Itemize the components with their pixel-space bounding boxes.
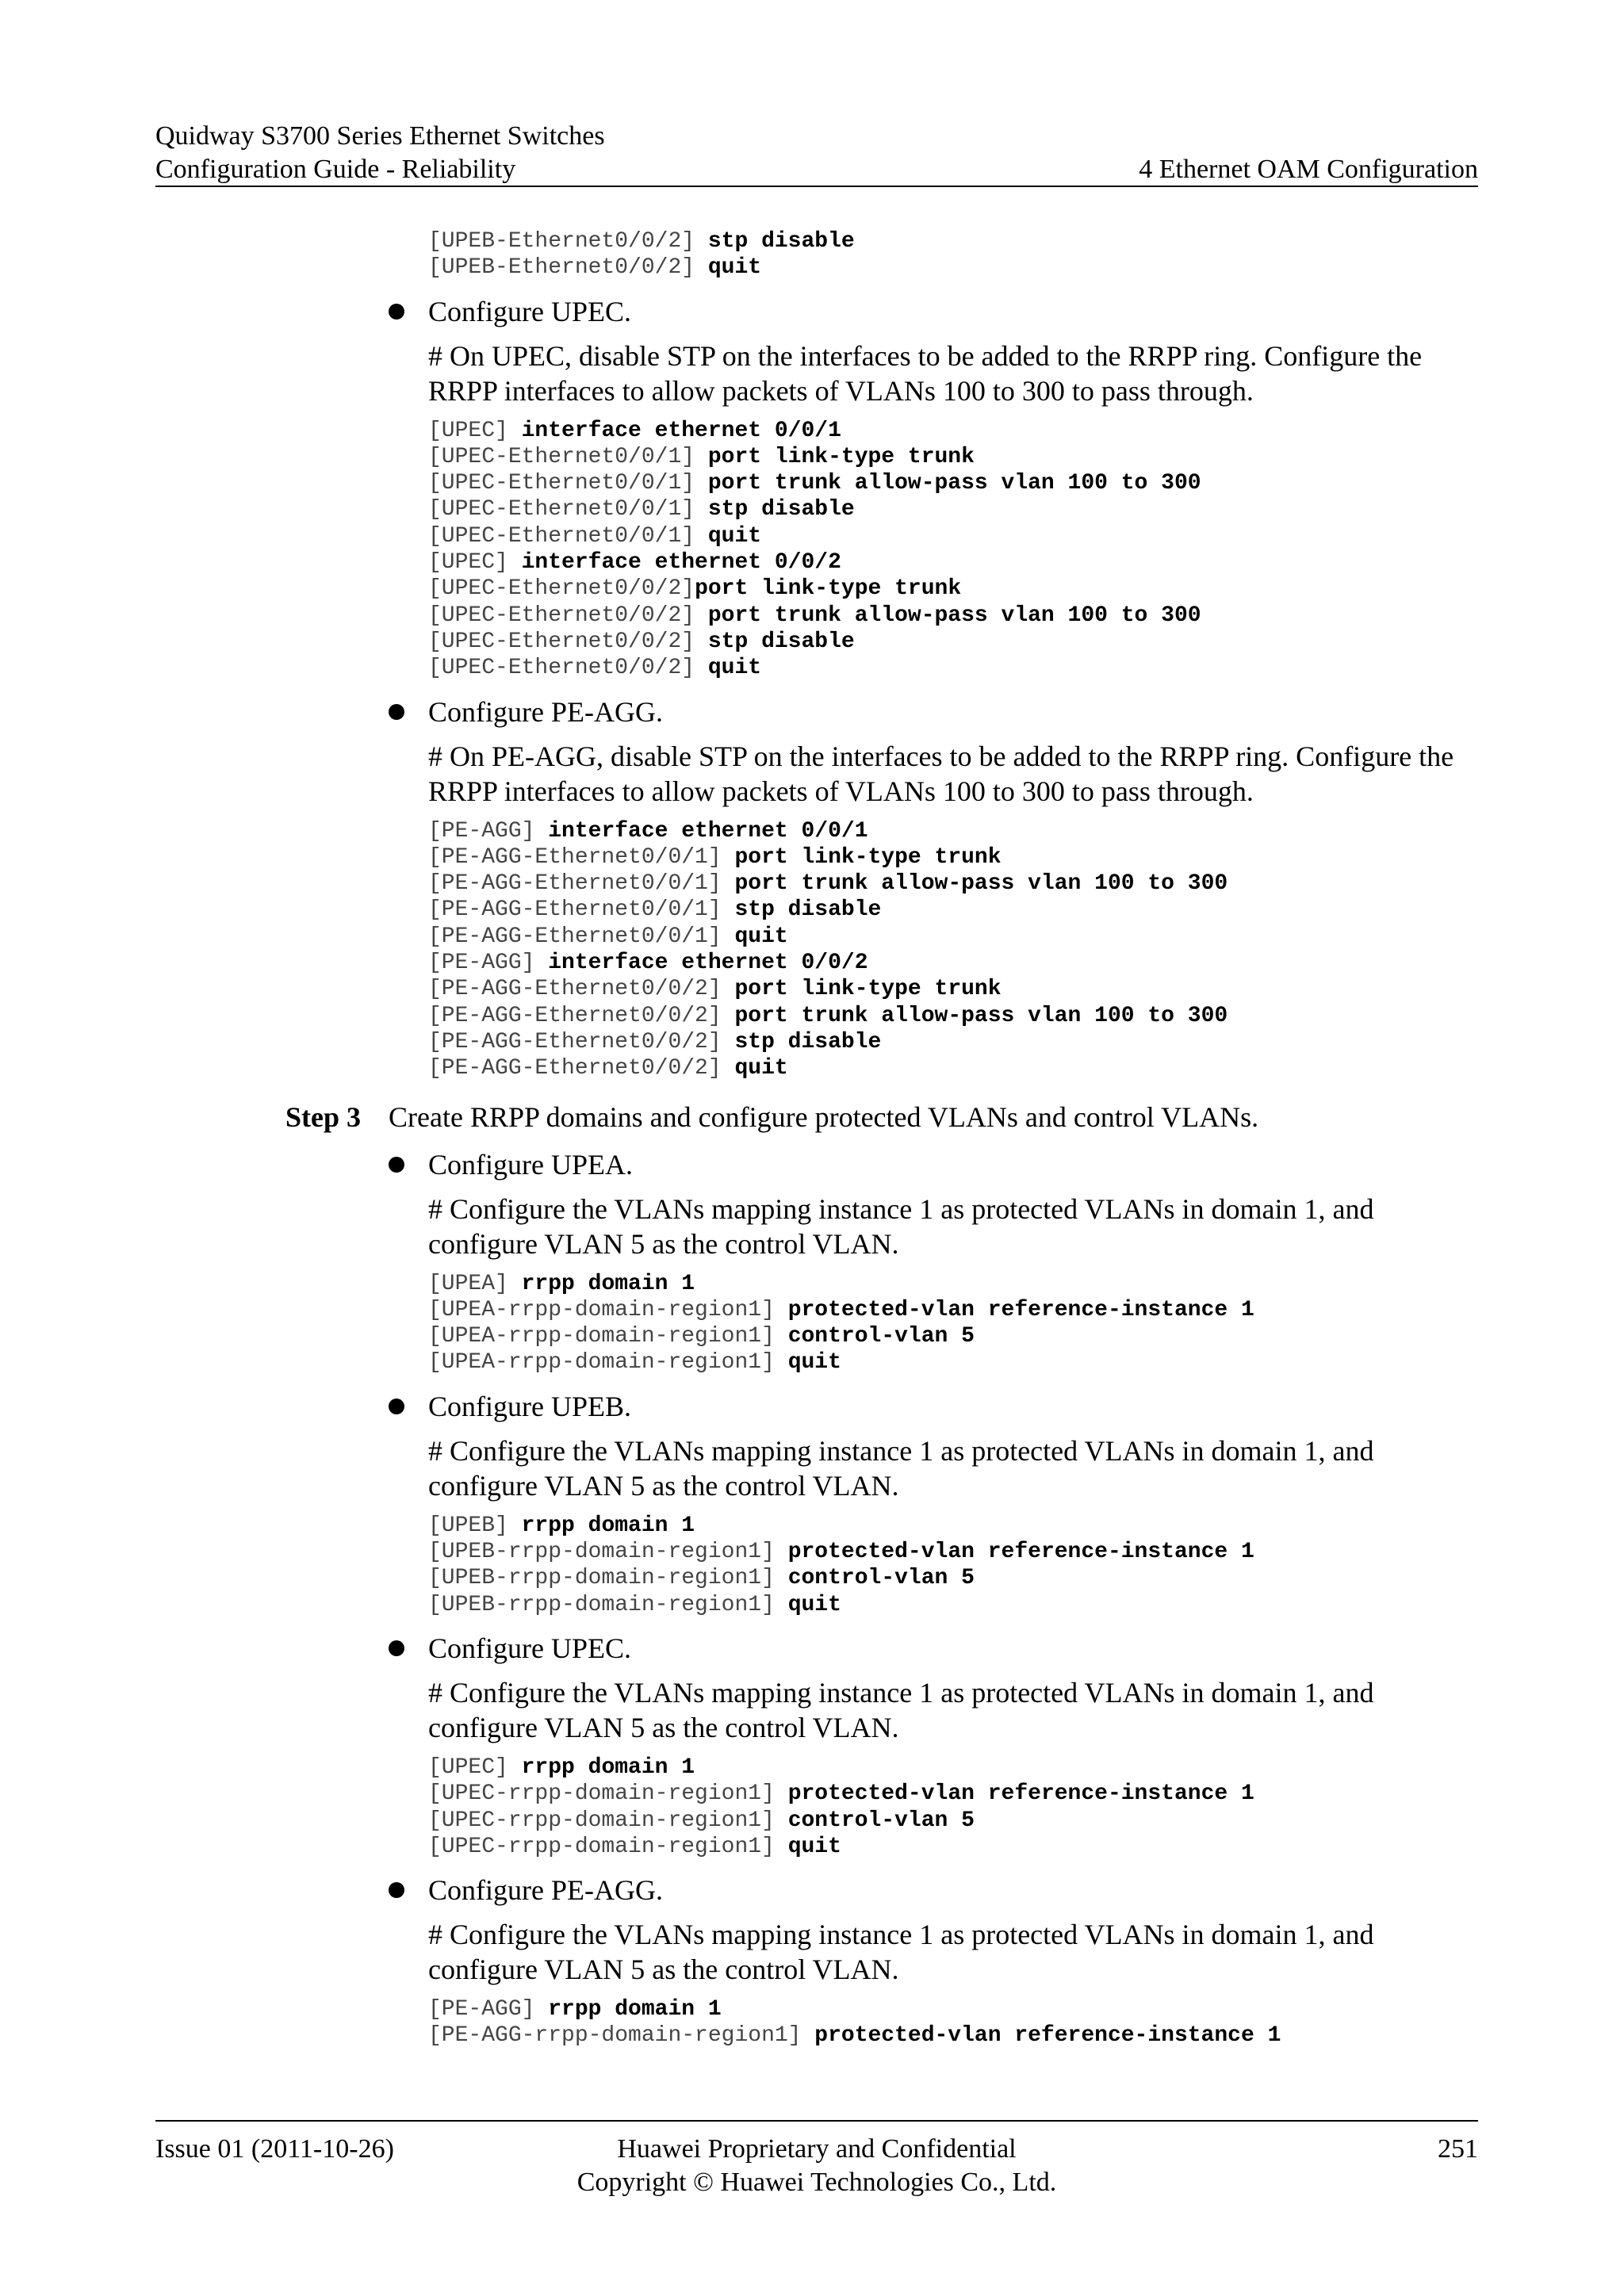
code-line xyxy=(428,603,1624,629)
confidentiality-notice: Huawei Proprietary and Confidential xyxy=(617,2134,1017,2164)
cli-prompt: [PE-AGG-Ethernet0/0/1] xyxy=(428,844,735,870)
code-line xyxy=(428,871,1624,897)
paragraph: # Configure the VLANs mapping instance 1 as protected VLANs in domain 1, and configure VLAN 5 as the control VLAN. xyxy=(428,1919,1374,1986)
cli-prompt: [UPEC-rrpp-domain-region1] xyxy=(428,1834,788,1859)
cli-prompt: [UPEC] xyxy=(428,1755,522,1780)
cli-prompt: [UPEB-rrpp-domain-region1] xyxy=(428,1592,788,1617)
cli-prompt: [UPEC-rrpp-domain-region1] xyxy=(428,1808,788,1833)
cli-prompt: [UPEC] xyxy=(428,418,522,443)
code-line xyxy=(428,444,1624,470)
code-line xyxy=(428,1029,1624,1055)
chapter-title: 4 Ethernet OAM Configuration xyxy=(1139,155,1478,184)
code-line xyxy=(428,228,1624,254)
cli-prompt: [UPEC-rrpp-domain-region1] xyxy=(428,1781,788,1807)
cli-command: interface ethernet 0/0/1 xyxy=(521,418,841,443)
cli-prompt: [UPEB-rrpp-domain-region1] xyxy=(428,1566,788,1591)
cli-prompt: [PE-AGG-Ethernet0/0/2] xyxy=(428,1003,735,1028)
cli-command: port trunk allow-pass vlan 100 to 300 xyxy=(707,603,1201,628)
cli-command: quit xyxy=(787,1592,841,1617)
cli-prompt: [PE-AGG] xyxy=(428,951,549,976)
cli-command: stp disable xyxy=(734,1029,882,1054)
cli-command: stp disable xyxy=(734,897,882,923)
code-line xyxy=(428,496,1624,522)
cli-command: port link-type trunk xyxy=(734,977,1002,1002)
cli-prompt: [UPEC-Ethernet0/0/1] xyxy=(428,471,708,496)
code-block xyxy=(428,1996,1624,2049)
code-block xyxy=(428,1755,1624,1860)
cli-command: quit xyxy=(734,924,788,949)
cli-command: rrpp domain 1 xyxy=(521,1513,695,1538)
code-line xyxy=(428,418,1624,444)
code-line xyxy=(428,1055,1624,1081)
cli-command: interface ethernet 0/0/2 xyxy=(548,951,868,976)
cli-command: port link-type trunk xyxy=(695,576,962,602)
paragraph: # Configure the VLANs mapping instance 1 as protected VLANs in domain 1, and configure VLAN 5 as the control VLAN. xyxy=(428,1676,1374,1743)
bullet-dot-icon xyxy=(389,1640,404,1656)
step-label: Step 3 xyxy=(285,1100,362,1133)
code-block xyxy=(428,228,1624,281)
code-line xyxy=(428,1808,1624,1834)
bullet-text: Configure UPEB. xyxy=(428,1390,631,1422)
cli-prompt: [UPEC-Ethernet0/0/2] xyxy=(428,629,708,654)
cli-prompt: [UPEC-Ethernet0/0/2] xyxy=(428,603,708,628)
cli-command: rrpp domain 1 xyxy=(521,1755,695,1780)
cli-prompt: [UPEA-rrpp-domain-region1] xyxy=(428,1350,788,1376)
cli-prompt: [UPEC] xyxy=(428,550,522,576)
cli-command: control-vlan 5 xyxy=(787,1324,975,1349)
code-line xyxy=(428,950,1624,976)
bullet-item xyxy=(428,1873,1624,1908)
cli-command: port link-type trunk xyxy=(707,444,975,469)
cli-command: interface ethernet 0/0/1 xyxy=(548,818,868,844)
cli-command: port trunk allow-pass vlan 100 to 300 xyxy=(734,871,1228,897)
cli-command: rrpp domain 1 xyxy=(548,1997,722,2022)
cli-prompt: [PE-AGG] xyxy=(428,818,549,844)
cli-command: stp disable xyxy=(707,229,855,254)
guide-title: Configuration Guide - Reliability xyxy=(155,155,516,184)
cli-prompt: [PE-AGG-Ethernet0/0/1] xyxy=(428,897,735,923)
cli-command: port trunk allow-pass vlan 100 to 300 xyxy=(707,471,1201,496)
bullet-text: Configure UPEC. xyxy=(428,295,631,327)
page-number: 251 xyxy=(1438,2134,1478,2164)
copyright-notice: Copyright © Huawei Technologies Co., Ltd. xyxy=(576,2168,1057,2197)
code-line xyxy=(428,1592,1624,1618)
cli-prompt: [PE-AGG-Ethernet0/0/2] xyxy=(428,1029,735,1054)
cli-prompt: [UPEA-rrpp-domain-region1] xyxy=(428,1324,788,1349)
bullet-item xyxy=(428,695,1624,729)
cli-prompt: [PE-AGG-Ethernet0/0/1] xyxy=(428,924,735,949)
code-line xyxy=(428,924,1624,950)
cli-prompt: [UPEC-Ethernet0/0/1] xyxy=(428,523,708,549)
cli-command: interface ethernet 0/0/2 xyxy=(521,550,841,576)
cli-prompt: [UPEC-Ethernet0/0/1] xyxy=(428,497,708,522)
code-line xyxy=(428,1349,1624,1376)
code-line xyxy=(428,844,1624,871)
cli-prompt: [PE-AGG-Ethernet0/0/1] xyxy=(428,871,735,897)
cli-command: port trunk allow-pass vlan 100 to 300 xyxy=(734,1003,1228,1028)
step-text: Create RRPP domains and configure protected VLANs and control VLANs. xyxy=(389,1100,1259,1133)
code-line xyxy=(428,1513,1624,1539)
code-line xyxy=(428,2022,1624,2049)
paragraph: # On UPEC, disable STP on the interfaces to be added to the RRPP ring. Configure the RRPP interfaces to allow packets of VLANs 100 to 300 to pass through. xyxy=(428,339,1423,407)
cli-command: stp disable xyxy=(707,497,855,522)
cli-command: control-vlan 5 xyxy=(787,1808,975,1833)
cli-prompt: [UPEB-rrpp-domain-region1] xyxy=(428,1540,788,1565)
code-line xyxy=(428,1834,1624,1860)
cli-prompt: [UPEA-rrpp-domain-region1] xyxy=(428,1297,788,1322)
bullet-item xyxy=(428,294,1624,329)
bullet-item xyxy=(428,1389,1624,1424)
page-header xyxy=(155,119,1478,187)
cli-command: protected-vlan reference-instance 1 xyxy=(787,1297,1254,1322)
cli-command: control-vlan 5 xyxy=(787,1566,975,1591)
code-line xyxy=(428,1565,1624,1591)
paragraph: # On PE-AGG, disable STP on the interfaces to be added to the RRPP ring. Configure the RRPP interfaces to allow packets of VLANs 100 to 300 to pass through. xyxy=(428,740,1454,807)
code-line xyxy=(428,1781,1624,1807)
cli-prompt: [PE-AGG-rrpp-domain-region1] xyxy=(428,2023,815,2049)
code-line xyxy=(428,1323,1624,1349)
code-line xyxy=(428,1539,1624,1565)
code-line xyxy=(428,470,1624,496)
code-block xyxy=(428,418,1624,682)
cli-prompt: [PE-AGG] xyxy=(428,1997,549,2022)
bullet-dot-icon xyxy=(389,1157,404,1173)
cli-prompt: [UPEA] xyxy=(428,1271,522,1296)
cli-command: protected-vlan reference-instance 1 xyxy=(787,1781,1254,1807)
paragraph: # Configure the VLANs mapping instance 1 as protected VLANs in domain 1, and configure VLAN 5 as the control VLAN. xyxy=(428,1434,1374,1502)
cli-prompt: [UPEC-Ethernet0/0/1] xyxy=(428,444,708,469)
cli-command: quit xyxy=(787,1350,841,1376)
cli-prompt: [PE-AGG-Ethernet0/0/2] xyxy=(428,1056,735,1081)
paragraph: # Configure the VLANs mapping instance 1 as protected VLANs in domain 1, and configure VLAN 5 as the control VLAN. xyxy=(428,1192,1374,1260)
code-line xyxy=(428,976,1624,1002)
cli-prompt: [UPEB-Ethernet0/0/2] xyxy=(428,229,708,254)
product-title: Quidway S3700 Series Ethernet Switches xyxy=(155,121,605,151)
code-line xyxy=(428,1003,1624,1029)
cli-prompt: [UPEC-Ethernet0/0/2] xyxy=(428,576,695,602)
cli-command: quit xyxy=(734,1056,788,1081)
bullet-text: Configure PE-AGG. xyxy=(428,1874,663,1907)
code-line xyxy=(428,1996,1624,2022)
cli-command: stp disable xyxy=(707,629,855,654)
bullet-dot-icon xyxy=(389,704,404,720)
code-line xyxy=(428,1297,1624,1323)
bullet-dot-icon xyxy=(389,304,404,320)
code-line xyxy=(428,629,1624,655)
code-block xyxy=(428,818,1624,1082)
cli-prompt: [UPEB] xyxy=(428,1513,522,1538)
code-line xyxy=(428,254,1624,281)
code-line xyxy=(428,655,1624,681)
cli-prompt: [UPEB-Ethernet0/0/2] xyxy=(428,255,708,281)
code-line xyxy=(428,897,1624,923)
bullet-text: Configure UPEC. xyxy=(428,1632,631,1664)
cli-command: quit xyxy=(707,656,762,681)
cli-command: protected-vlan reference-instance 1 xyxy=(787,1540,1254,1565)
bullet-text: Configure UPEA. xyxy=(428,1148,633,1181)
code-block xyxy=(428,1271,1624,1376)
code-line xyxy=(428,818,1624,844)
code-block xyxy=(428,1513,1624,1618)
bullet-dot-icon xyxy=(389,1882,404,1898)
bullet-item xyxy=(428,1147,1624,1182)
code-line xyxy=(428,576,1624,602)
code-line xyxy=(428,523,1624,549)
page-footer xyxy=(155,2120,1478,2209)
cli-command: quit xyxy=(707,255,762,281)
step-heading xyxy=(285,1100,1624,1135)
cli-command: protected-vlan reference-instance 1 xyxy=(814,2023,1281,2049)
cli-command: rrpp domain 1 xyxy=(521,1271,695,1296)
issue-date: Issue 01 (2011-10-26) xyxy=(155,2134,394,2164)
cli-prompt: [UPEC-Ethernet0/0/2] xyxy=(428,656,708,681)
cli-command: port link-type trunk xyxy=(734,844,1002,870)
code-line xyxy=(428,549,1624,576)
bullet-item xyxy=(428,1631,1624,1666)
cli-command: quit xyxy=(707,523,762,549)
cli-prompt: [PE-AGG-Ethernet0/0/2] xyxy=(428,977,735,1002)
cli-command: quit xyxy=(787,1834,841,1859)
code-line xyxy=(428,1755,1624,1781)
bullet-text: Configure PE-AGG. xyxy=(428,695,663,728)
code-line xyxy=(428,1271,1624,1297)
bullet-dot-icon xyxy=(389,1399,404,1414)
document-body xyxy=(0,228,1624,2049)
